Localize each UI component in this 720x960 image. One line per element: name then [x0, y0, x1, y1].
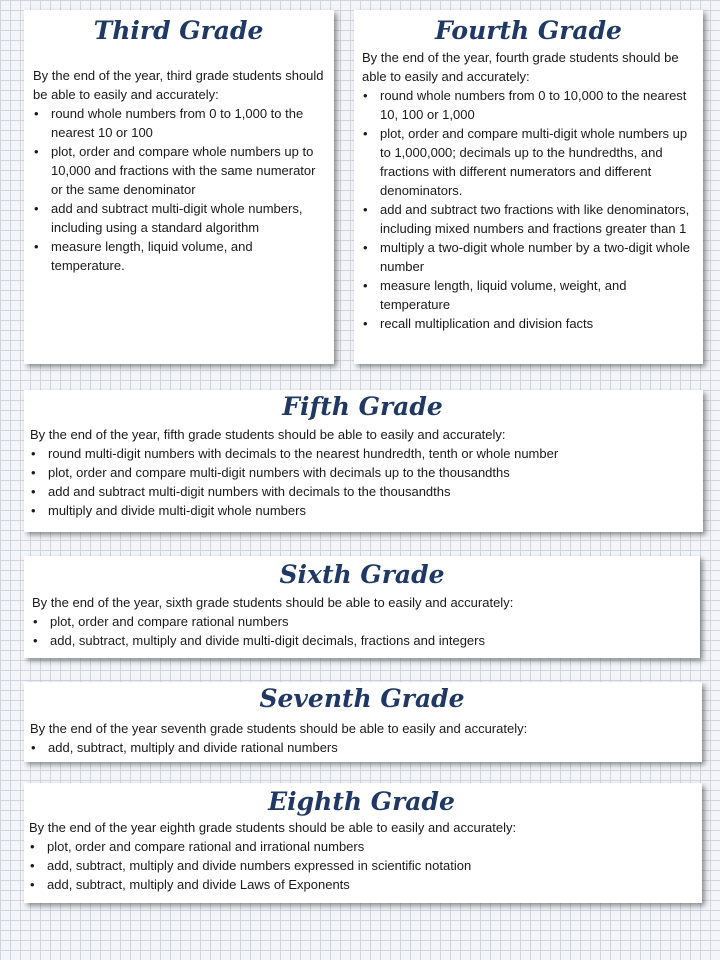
card-title: Seventh Grade [259, 684, 465, 713]
list-item: • add and subtract two fractions with like denominators, including mixed numbers and fractions greater than 1 [363, 202, 690, 236]
list-item: • add, subtract, multiply and divide multi-digit decimals, fractions and integers [33, 633, 485, 648]
card-intro: By the end of the year eighth grade students should be able to easily and accurately: [29, 820, 517, 835]
card-fourth-grade [354, 10, 703, 364]
card-title: Fourth Grade [435, 16, 622, 45]
list-item: • round whole numbers from 0 to 10,000 to the nearest 10, 100 or 1,000 [363, 88, 687, 122]
bullet-icon: • [363, 202, 368, 217]
bullet-list [362, 86, 695, 333]
card-third-grade [24, 10, 334, 364]
bullet-icon: • [363, 126, 368, 141]
card-title: Third Grade [93, 16, 264, 45]
bullet-icon: • [30, 858, 35, 873]
bullet-icon: • [363, 88, 368, 103]
list-item: • plot, order and compare whole numbers up to 10,000 and fractions with the same numerator or the same denominator [34, 144, 316, 197]
bullet-list [33, 104, 324, 275]
bullet-icon: • [31, 465, 36, 480]
card-title: Eighth Grade [268, 787, 455, 816]
bullet-list [32, 612, 692, 650]
bullet-icon: • [34, 239, 39, 254]
list-item: • round multi-digit numbers with decimals to the nearest hundredth, tenth or whole number [31, 446, 559, 461]
list-item: • measure length, liquid volume, and temperature. [34, 239, 253, 273]
bullet-icon: • [34, 144, 39, 159]
list-item: • plot, order and compare multi-digit numbers with decimals up to the thousandths [31, 465, 510, 480]
list-item: • add, subtract, multiply and divide Laws of Exponents [30, 877, 350, 892]
list-item: • plot, order and compare multi-digit whole numbers up to 1,000,000; decimals up to the hundredths, and fractions with different numerators and different denominators. [363, 126, 688, 198]
list-item: • measure length, liquid volume, weight, and temperature [363, 278, 627, 312]
bullet-icon: • [33, 633, 38, 648]
list-item: • plot, order and compare rational numbers [33, 614, 289, 629]
card-title: Sixth Grade [279, 560, 445, 589]
card-eighth-grade [24, 783, 702, 903]
bullet-icon: • [363, 316, 368, 331]
card-intro: By the end of the year, fourth grade students should be able to easily and accurately: [362, 50, 679, 84]
list-item: • round whole numbers from 0 to 1,000 to the nearest 10 or 100 [34, 106, 304, 140]
bullet-icon: • [30, 839, 35, 854]
bullet-list [29, 837, 694, 894]
bullet-icon: • [30, 877, 35, 892]
bullet-icon: • [363, 240, 368, 255]
bullet-list [30, 738, 694, 757]
bullet-icon: • [33, 614, 38, 629]
card-fifth-grade [24, 390, 703, 532]
card-seventh-grade [24, 682, 702, 762]
list-item: • recall multiplication and division facts [363, 316, 594, 331]
bullet-icon: • [31, 446, 36, 461]
card-sixth-grade [24, 556, 700, 658]
card-intro: By the end of the year seventh grade students should be able to easily and accurately: [30, 721, 528, 736]
card-intro: By the end of the year, sixth grade students should be able to easily and accurately: [32, 595, 514, 610]
bullet-list [30, 444, 695, 520]
card-title: Fifth Grade [282, 392, 443, 421]
list-item: • add, subtract, multiply and divide rational numbers [31, 740, 338, 755]
bullet-icon: • [34, 106, 39, 121]
list-item: • add and subtract multi-digit whole numbers, including using a standard algorithm [34, 201, 303, 235]
list-item: • multiply a two-digit whole number by a two-digit whole number [363, 240, 690, 274]
card-intro: By the end of the year, third grade students should be able to easily and accurately: [33, 68, 324, 102]
list-item: • plot, order and compare rational and irrational numbers [30, 839, 365, 854]
bullet-icon: • [363, 278, 368, 293]
list-item: • add and subtract multi-digit numbers with decimals to the thousandths [31, 484, 451, 499]
bullet-icon: • [31, 503, 36, 518]
list-item: • multiply and divide multi-digit whole numbers [31, 503, 306, 518]
list-item: • add, subtract, multiply and divide numbers expressed in scientific notation [30, 858, 472, 873]
bullet-icon: • [31, 484, 36, 499]
bullet-icon: • [31, 740, 36, 755]
card-intro: By the end of the year, fifth grade students should be able to easily and accurately: [30, 427, 506, 442]
bullet-icon: • [34, 201, 39, 216]
